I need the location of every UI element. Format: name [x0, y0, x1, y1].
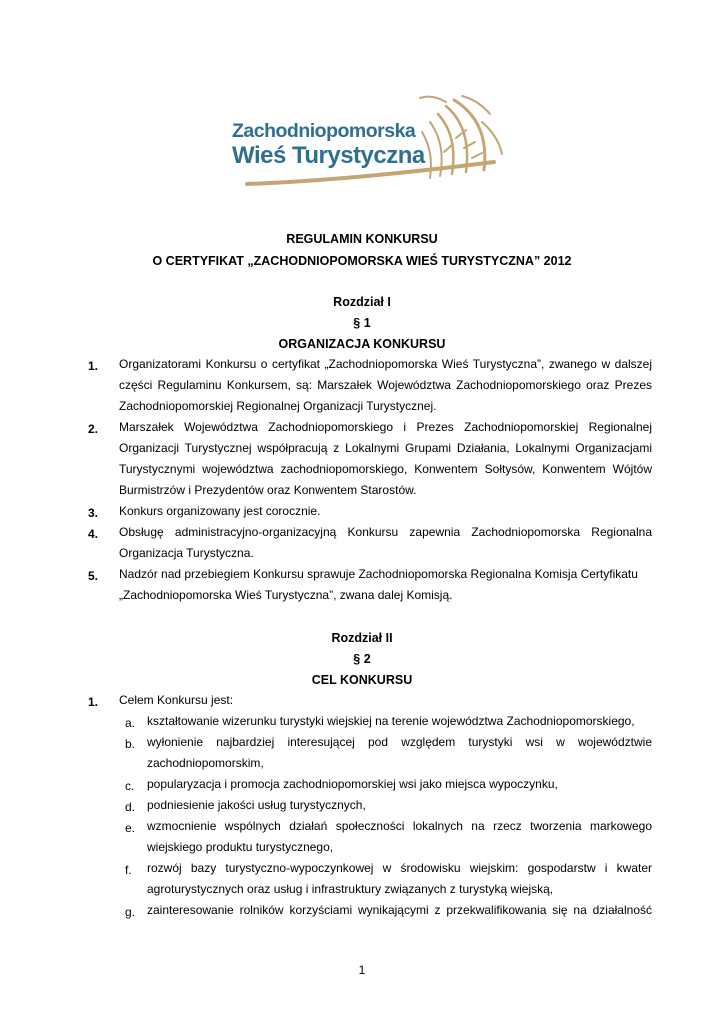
paragraph-1-mark: § 1 — [353, 316, 371, 330]
subitem-c-text — [147, 774, 652, 795]
subitem-c-letter: c. — [125, 779, 135, 793]
subitem-d-letter: d. — [125, 800, 136, 814]
paragraph-2-mark: § 2 — [353, 652, 371, 666]
item-2-text — [119, 417, 652, 501]
text-line: wyłonienie najbardziej interesującej pod względem turystyki wsi w województwie — [147, 735, 652, 749]
text-line: agroturystycznych oraz usług i infrastruktury związanych z turystyką wiejską, — [147, 882, 554, 896]
subitem-g-letter: g. — [125, 905, 136, 919]
text-line: kształtowanie wizerunku turystyki wiejskiej na terenie województwa Zachodniopomorskiego, — [147, 714, 635, 728]
text-line: Organizacji Turystycznej współpracują z Lokalnymi Grupami Działania, Lokalnymi Organizacjami — [119, 441, 652, 455]
subitem-f-text — [147, 858, 652, 900]
text-line: części Regulaminu Konkursem, są: Marszałek Województwa Zachodniopomorskiego oraz Prezes — [119, 378, 652, 392]
chapter-2-heading: Rozdział II — [331, 631, 393, 645]
item-2-number: 2. — [88, 422, 99, 436]
item-5-number: 5. — [88, 569, 99, 583]
item-4-text — [119, 522, 652, 564]
chapter-2-title: CEL KONKURSU — [311, 673, 413, 687]
text-line: Turystycznymi województwa zachodniopomorskiego, Konwentem Sołtysów, Konwentem Wójtów — [119, 462, 652, 476]
text-line: popularyzacja i promocja zachodniopomorskiej wsi jako miejsca wypoczynku, — [147, 777, 558, 791]
text-line: zachodniopomorskim, — [147, 756, 264, 770]
page-number: 1 — [358, 963, 366, 977]
subitem-e-letter: e. — [125, 821, 136, 835]
chapter-1-heading: Rozdział I — [333, 295, 391, 309]
text-line: Organizatorami Konkursu o certyfikat „Zachodniopomorska Wieś Turystyczna”, zwanego w dalszej — [119, 357, 652, 371]
item-1-number: 1. — [88, 359, 99, 373]
subitem-g-text — [147, 900, 652, 921]
text-line: Burmistrzów i Prezydentów oraz Konwentem Starostów. — [119, 483, 417, 497]
logo-line-2: Wieś Turystyczna — [232, 142, 425, 169]
text-line: Obsługę administracyjno-organizacyjną Konkursu zapewnia Zachodniopomorska Regionalna — [119, 525, 652, 539]
text-line: „Zachodniopomorska Wieś Turystyczna”, zwana dalej Komisją. — [119, 588, 453, 602]
item-3-number: 3. — [88, 506, 99, 520]
item-5-text — [119, 564, 652, 606]
text-line: rozwój bazy turystyczno-wypoczynkowej w środowisku wiejskim: gospodarstw i kwater — [147, 861, 652, 875]
item-1-text — [119, 354, 652, 417]
goal-item-1-number: 1. — [88, 695, 99, 709]
logo — [232, 92, 507, 198]
chapter-1-title: ORGANIZACJA KONKURSU — [278, 337, 446, 351]
text-line: wiejskiego produktu turystycznego, — [147, 840, 334, 854]
goal-item-1-text: Celem Konkursu jest: — [119, 693, 234, 707]
text-line: podniesienie jakości usług turystycznych, — [147, 798, 366, 812]
document-subtitle: O CERTYFIKAT „ZACHODNIOPOMORSKA WIEŚ TURYSTYCZNA” 2012 — [152, 254, 572, 268]
text-line: Organizacja Turystyczna. — [119, 546, 254, 560]
text-line: Nadzór nad przebiegiem Konkursu sprawuje Zachodniopomorska Regionalna Komisja Certyfikatu — [119, 567, 638, 581]
item-3-text — [119, 501, 652, 522]
text-line: zainteresowanie rolników korzyściami wynikającymi z przekwalifikowania się na działalność — [147, 903, 652, 917]
subitem-e-text — [147, 816, 652, 858]
subitem-a-letter: a. — [125, 716, 136, 730]
text-line: Konkurs organizowany jest corocznie. — [119, 504, 321, 518]
document-title: REGULAMIN KONKURSU — [286, 232, 438, 246]
subitem-b-text — [147, 732, 652, 774]
text-line: wzmocnienie wspólnych działań społeczności lokalnych na rzecz tworzenia markowego — [147, 819, 652, 833]
item-4-number: 4. — [88, 527, 99, 541]
subitem-a-text — [147, 711, 652, 732]
subitem-b-letter: b. — [125, 737, 136, 751]
subitem-f-letter: f. — [125, 863, 132, 877]
text-line: Zachodniopomorskiej Regionalnej Organizacji Turystycznej. — [119, 399, 437, 413]
logo-line-1: Zachodniopomorska — [232, 120, 416, 142]
subitem-d-text — [147, 795, 652, 816]
text-line: Marszałek Województwa Zachodniopomorskiego i Prezes Zachodniopomorskiej Regionalnej — [119, 420, 652, 434]
